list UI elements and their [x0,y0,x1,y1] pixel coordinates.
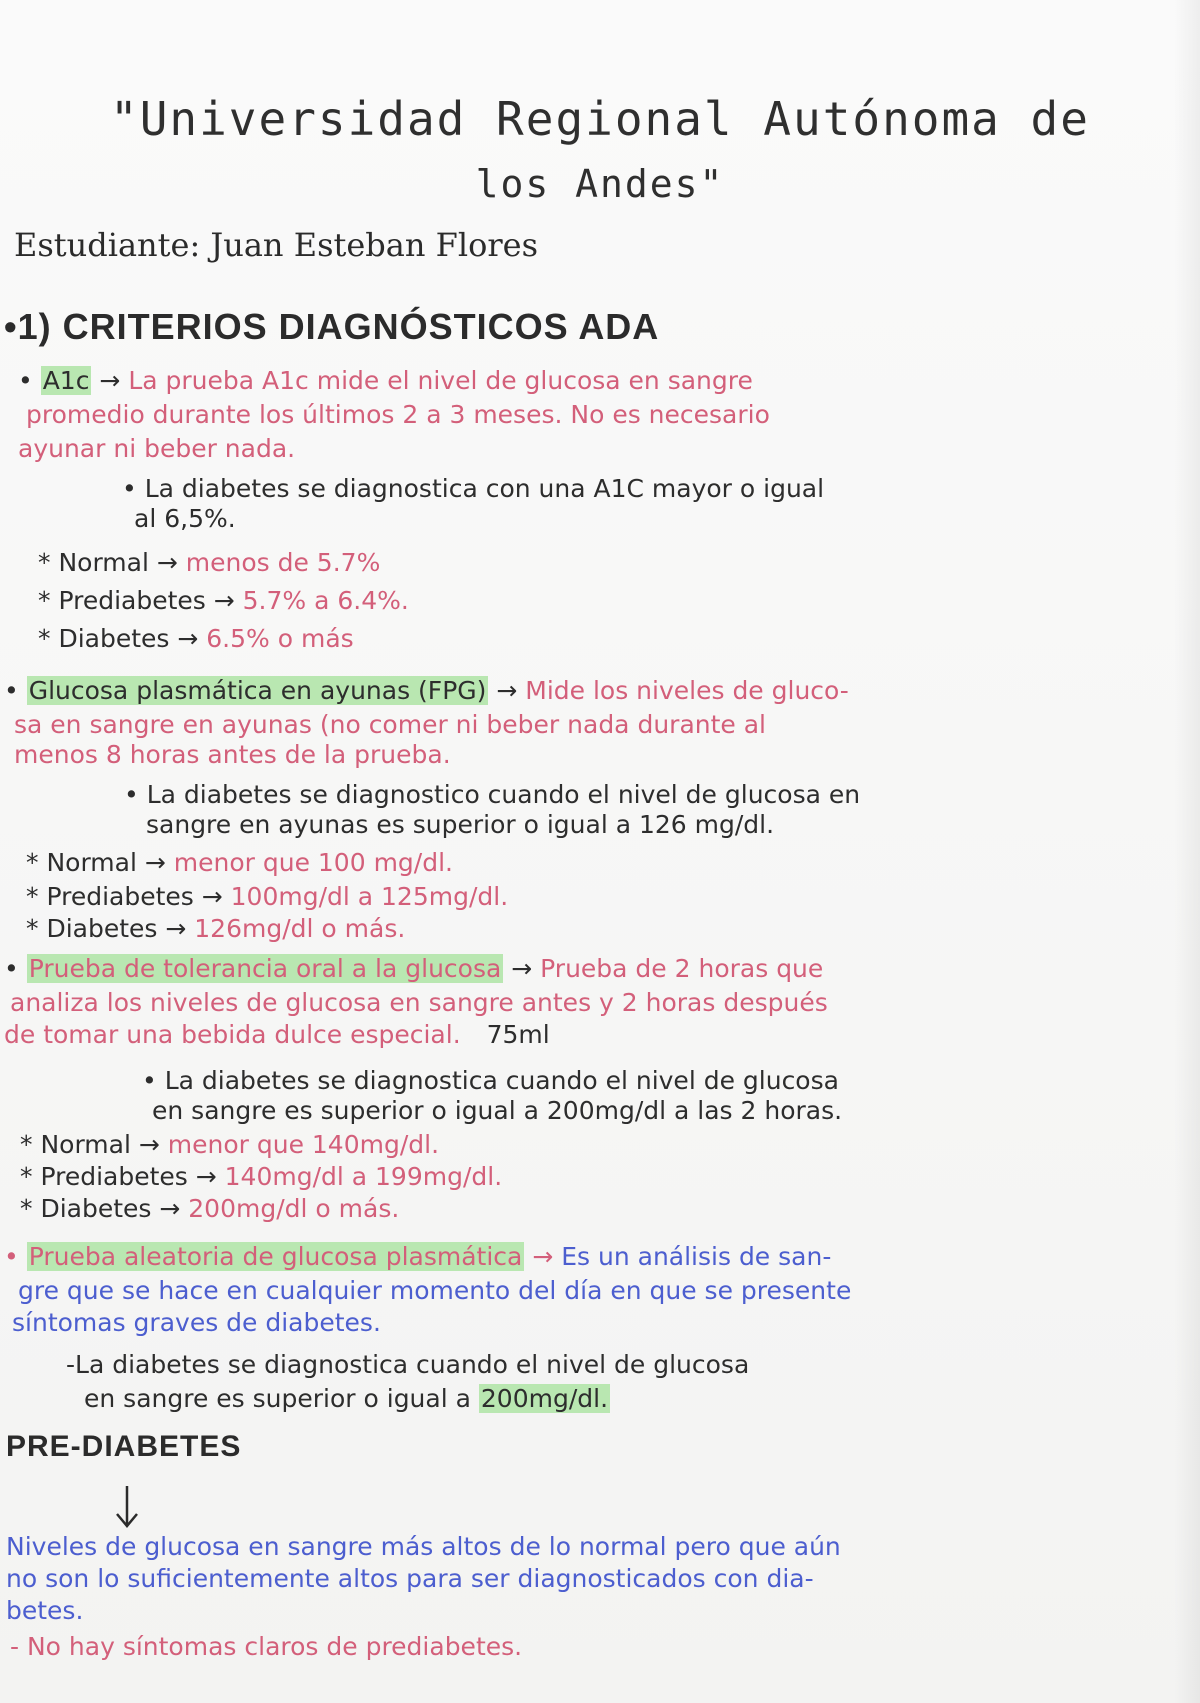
ogtt-line-3 [4,1020,550,1049]
page-edge-shadow [1174,0,1200,1703]
fpg-prediabetes: * Prediabetes → 100mg/dl a 125mg/dl. [26,882,509,911]
a1c-line-1-text: La prueba A1c mide el nivel de glucosa en sangre [128,366,753,395]
random-diag-2 [84,1384,610,1413]
fpg-diag-1: • La diabetes se diagnostico cuando el nivel de glucosa en [124,780,861,809]
fpg-diag-2: sangre en ayunas es superior o igual a 126 mg/dl. [146,810,775,839]
prediabetes-line-1: Niveles de glucosa en sangre más altos de lo normal pero que aún [6,1532,841,1561]
fpg-pre-value: 100mg/dl a 125mg/dl. [230,882,509,911]
fpg-line-1: • Glucosa plasmática en ayunas (FPG) → Mide los niveles de gluco- [4,676,849,705]
fpg-normal-value: menor que 100 mg/dl. [173,848,453,877]
random-diag-1: -La diabetes se diagnostica cuando el nivel de glucosa [66,1350,750,1379]
a1c-diag-1: • La diabetes se diagnostica con una A1C mayor o igual [122,474,825,503]
a1c-normal-value: menos de 5.7% [185,548,381,577]
title-line-2: los Andes" [475,162,725,206]
random-diag-2-prefix: en sangre es superior o igual a [84,1384,479,1413]
ogtt-normal-value: menor que 140mg/dl. [167,1130,440,1159]
fpg-diabetes: * Diabetes → 126mg/dl o más. [26,914,406,943]
a1c-normal: * Normal → menos de 5.7% [38,548,381,577]
section-heading-text: •1) CRITERIOS DIAGNÓSTICOS ADA [4,306,660,347]
arrow-down-icon [114,1484,140,1530]
ogtt-dia-label: Diabetes [40,1194,152,1223]
random-line-1-rest: Es un análisis de san- [561,1242,832,1271]
random-line-2: gre que se hace en cualquier momento del día en que se presente [18,1276,852,1305]
a1c-label: A1c [42,366,90,395]
fpg-dia-value: 126mg/dl o más. [194,914,406,943]
prediabetes-line-2: no son lo suficientemente altos para ser diagnosticados con dia- [6,1564,814,1593]
fpg-normal: * Normal → menor que 100 mg/dl. [26,848,453,877]
ogtt-line-2: analiza los niveles de glucosa en sangre antes y 2 horas después [10,988,828,1017]
ogtt-line-1-rest: Prueba de 2 horas que [540,954,824,983]
random-line-1: • Prueba aleatoria de glucosa plasmática → Es un análisis de san- [4,1242,832,1271]
fpg-line-2: sa en sangre en ayunas (no comer ni beber nada durante al [14,710,767,739]
ogtt-diag-1: • La diabetes se diagnostica cuando el nivel de glucosa [142,1066,839,1095]
fpg-label: Glucosa plasmática en ayunas (FPG) [28,676,487,705]
fpg-line-3: menos 8 horas antes de la prueba. [14,740,451,769]
ogtt-line-3-text: de tomar una bebida dulce especial. [4,1020,461,1049]
prediabetes-note: - No hay síntomas claros de prediabetes. [10,1632,523,1661]
ogtt-label: Prueba de tolerancia oral a la glucosa [28,954,502,983]
fpg-pre-label: Prediabetes [46,882,194,911]
student-name: Estudiante: Juan Esteban Flores [14,226,538,264]
fpg-line-1-rest: Mide los niveles de gluco- [525,676,849,705]
prediabetes-heading-text: PRE-DIABETES [6,1430,242,1463]
fpg-normal-label: Normal [46,848,137,877]
ogtt-pre-value: 140mg/dl a 199mg/dl. [224,1162,503,1191]
a1c-dia-value: 6.5% o más [206,624,354,653]
ogtt-dia-value: 200mg/dl o más. [188,1194,400,1223]
a1c-normal-label: Normal [58,548,149,577]
ogtt-line-1: • Prueba de tolerancia oral a la glucosa → Prueba de 2 horas que [4,954,824,983]
random-label: Prueba aleatoria de glucosa plasmática [28,1242,523,1271]
ogtt-note: 75ml [486,1020,550,1049]
a1c-diag-2: al 6,5%. [134,504,236,533]
a1c-line-1: • A1c → La prueba A1c mide el nivel de glucosa en sangre [18,366,753,395]
a1c-line-3: ayunar ni beber nada. [18,434,296,463]
ogtt-diag-2: en sangre es superior o igual a 200mg/dl a las 2 horas. [152,1096,843,1125]
random-line-3: síntomas graves de diabetes. [12,1308,381,1337]
ogtt-prediabetes: * Prediabetes → 140mg/dl a 199mg/dl. [20,1162,503,1191]
section-heading [4,306,659,348]
a1c-dia-label: Diabetes [58,624,170,653]
fpg-dia-label: Diabetes [46,914,158,943]
prediabetes-line-3: betes. [6,1596,84,1625]
a1c-diabetes: * Diabetes → 6.5% o más [38,624,354,653]
title-line-1: "Universidad Regional Autónoma de [110,92,1090,146]
ogtt-normal-label: Normal [40,1130,131,1159]
a1c-pre-label: Prediabetes [58,586,206,615]
ogtt-diabetes: * Diabetes → 200mg/dl o más. [20,1194,400,1223]
random-diag-2-value: 200mg/dl. [480,1384,609,1413]
ogtt-pre-label: Prediabetes [40,1162,188,1191]
a1c-line-2: promedio durante los últimos 2 a 3 meses. No es necesario [26,400,770,429]
ogtt-normal: * Normal → menor que 140mg/dl. [20,1130,440,1159]
prediabetes-heading [6,1430,241,1464]
a1c-pre-value: 5.7% a 6.4%. [242,586,409,615]
a1c-prediabetes: * Prediabetes → 5.7% a 6.4%. [38,586,409,615]
